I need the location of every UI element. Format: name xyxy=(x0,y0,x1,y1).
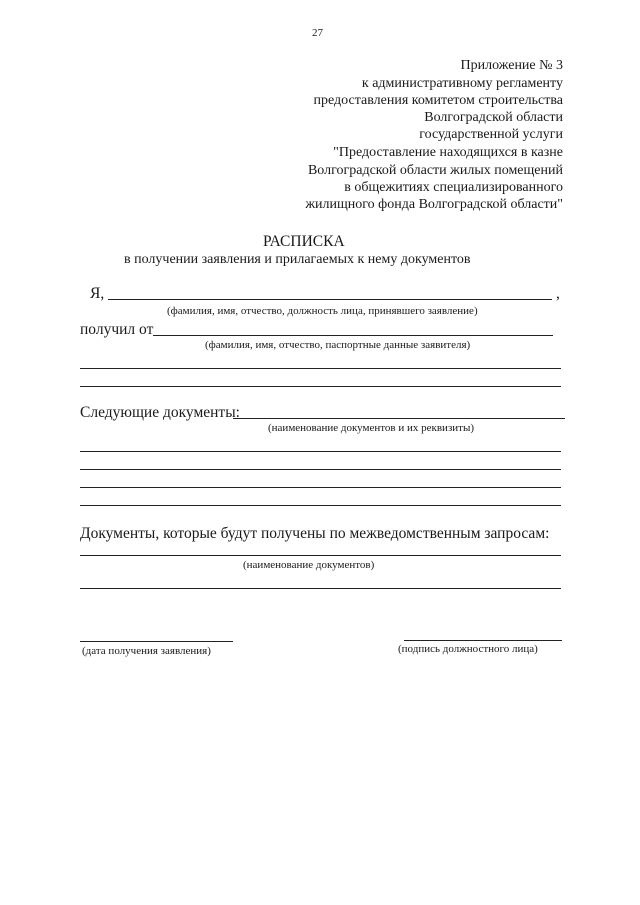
accepter-name-line[interactable] xyxy=(108,299,552,300)
applicant-name-line[interactable] xyxy=(153,335,553,336)
page-number: 27 xyxy=(312,27,323,39)
date-hint: (дата получения заявления) xyxy=(82,645,211,657)
appendix-line-3: предоставления комитетом строительства xyxy=(313,93,563,108)
document-subtitle: в получении заявления и прилагаемых к нему документов xyxy=(124,252,471,267)
received-from-label: получил от xyxy=(80,321,154,338)
following-docs-label: Следующие документы: xyxy=(80,404,240,421)
interagency-line-2[interactable] xyxy=(80,588,561,589)
docs-line-1[interactable] xyxy=(233,418,565,419)
interagency-label: Документы, которые будут получены по межведомственным запросам: xyxy=(80,525,550,542)
interagency-hint: (наименование документов) xyxy=(243,559,375,571)
appendix-line-4: Волгоградской области xyxy=(424,110,563,125)
docs-line-3[interactable] xyxy=(80,469,561,470)
appendix-line-6: "Предоставление находящихся в казне xyxy=(333,145,563,160)
docs-line-2[interactable] xyxy=(80,451,561,452)
appendix-line-8: в общежитиях специализированного xyxy=(344,180,563,195)
appendix-line-9: жилищного фонда Волгоградской области" xyxy=(305,197,563,212)
signature-hint: (подпись должностного лица) xyxy=(398,643,538,655)
accepter-hint: (фамилия, имя, отчество, должность лица, принявшего заявление) xyxy=(167,305,478,317)
signature-line[interactable] xyxy=(404,640,562,641)
appendix-line-2: к административному регламенту xyxy=(361,76,563,91)
i-label: Я, xyxy=(90,285,105,302)
applicant-hint: (фамилия, имя, отчество, паспортные данные заявителя) xyxy=(205,339,471,351)
appendix-line-5: государственной услуги xyxy=(419,127,563,142)
document-title: РАСПИСКА xyxy=(263,233,345,250)
i-comma: , xyxy=(556,285,560,302)
interagency-line-1[interactable] xyxy=(80,555,561,556)
appendix-line-7: Волгоградской области жилых помещений xyxy=(307,163,563,178)
docs-hint: (наименование документов и их реквизиты) xyxy=(268,422,475,434)
date-line[interactable] xyxy=(80,641,233,642)
docs-line-4[interactable] xyxy=(80,487,561,488)
applicant-line-3[interactable] xyxy=(80,386,561,387)
applicant-line-2[interactable] xyxy=(80,368,561,369)
docs-line-5[interactable] xyxy=(80,505,561,506)
appendix-line-1: Приложение № 3 xyxy=(460,58,563,73)
